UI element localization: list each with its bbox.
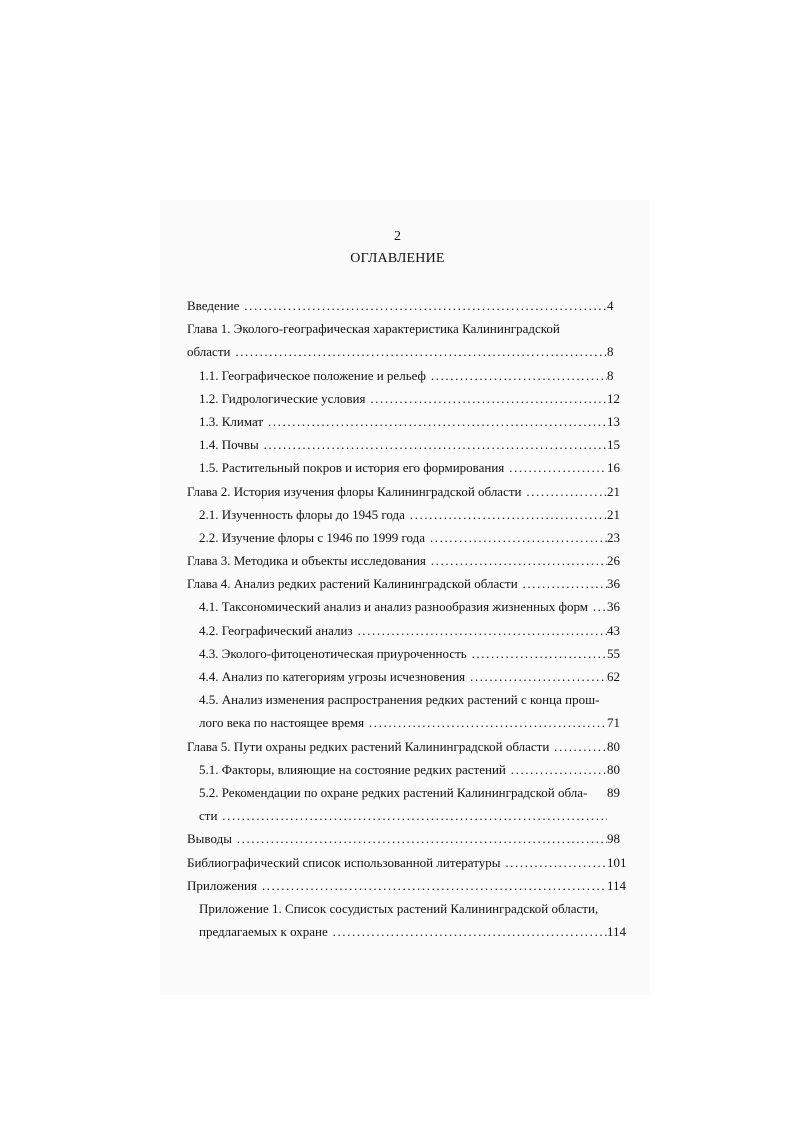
toc-entry-text: Библиографический список использованной литературы ..... bbox=[187, 851, 607, 874]
toc-entry-page: 12 bbox=[607, 390, 620, 406]
toc-entry-page: 36 bbox=[607, 599, 620, 615]
toc-entry-text: лого века по настоящее время ..... bbox=[199, 711, 607, 734]
toc-entry-text: предлагаемых к охране ..... bbox=[199, 920, 607, 943]
toc-entry-1-3[interactable] bbox=[187, 410, 637, 433]
toc-entry-text: Глава 5. Пути охраны редких растений Калининградской области ..... bbox=[187, 735, 607, 758]
toc-entry-5-2[interactable] bbox=[187, 781, 637, 804]
toc-entry-chapter-1-cont[interactable] bbox=[187, 340, 637, 363]
table-of-contents bbox=[187, 294, 637, 943]
toc-entry-page: 62 bbox=[607, 669, 620, 684]
toc-entry-text: 4.1. Таксономический анализ и анализ разнообразия жизненных форм ..... bbox=[199, 595, 607, 618]
toc-entry-4-5-cont[interactable] bbox=[187, 711, 637, 734]
page-title: ОГЛАВЛЕНИЕ bbox=[350, 251, 445, 266]
toc-entry-page: 98 bbox=[607, 831, 620, 847]
toc-entry-page: 21 bbox=[607, 506, 620, 522]
toc-entry-4-4[interactable] bbox=[187, 665, 637, 688]
toc-entry-text: 4.2. Географический анализ ..... bbox=[199, 619, 607, 642]
toc-entry-page: 114 bbox=[607, 924, 627, 940]
toc-entry-text: 4.5. Анализ изменения распространения редких растений с конца прош- bbox=[199, 692, 600, 708]
toc-entry-page: 26 bbox=[607, 553, 620, 569]
toc-entry-introduction[interactable] bbox=[187, 294, 637, 317]
toc-entry-text: области ..... bbox=[187, 340, 607, 363]
toc-entry-5-2-cont[interactable] bbox=[187, 804, 637, 827]
page-number: 2 bbox=[394, 229, 401, 244]
toc-entry-text: Глава 1. Эколого-географическая характеристика Калининградской bbox=[187, 321, 560, 337]
toc-entry-5-1[interactable] bbox=[187, 758, 637, 781]
toc-entry-text: Приложения ..... bbox=[187, 874, 607, 897]
toc-entry-appendices[interactable] bbox=[187, 874, 637, 897]
toc-entry-1-2[interactable] bbox=[187, 387, 637, 410]
toc-entry-text: 4.4. Анализ по категориям угрозы исчезновения ..... bbox=[199, 665, 607, 688]
toc-entry-page: 55 bbox=[607, 645, 620, 661]
toc-entry-bibliography[interactable] bbox=[187, 851, 637, 874]
toc-entry-page: 101 bbox=[607, 854, 627, 870]
toc-entry-conclusions[interactable] bbox=[187, 827, 637, 850]
toc-entry-page: 4 bbox=[607, 298, 614, 313]
toc-entry-page: 80 bbox=[607, 738, 620, 754]
toc-entry-1-1[interactable] bbox=[187, 364, 637, 387]
toc-entry-text: 1.1. Географическое положение и рельеф ..... bbox=[199, 364, 607, 387]
toc-entry-text: Глава 2. История изучения флоры Калининградской области ..... bbox=[187, 480, 607, 503]
toc-entry-appendix-1-cont[interactable] bbox=[187, 920, 637, 943]
toc-entry-page: 89 bbox=[607, 784, 620, 800]
toc-entry-text: Выводы ..... bbox=[187, 827, 607, 850]
toc-entry-4-2[interactable] bbox=[187, 619, 637, 642]
toc-entry-page: 8 bbox=[607, 367, 614, 383]
toc-entry-text: 5.1. Факторы, влияющие на состояние редких растений ..... bbox=[199, 758, 607, 781]
toc-entry-page: 43 bbox=[607, 622, 620, 638]
toc-entry-text: Глава 3. Методика и объекты исследования ..... bbox=[187, 549, 607, 572]
toc-entry-text: сти ..... bbox=[199, 804, 607, 827]
toc-entry-text: 1.2. Гидрологические условия ..... bbox=[199, 387, 607, 410]
toc-entry-page: 80 bbox=[607, 761, 620, 777]
toc-entry-chapter-5[interactable] bbox=[187, 735, 637, 758]
toc-entry-page: 21 bbox=[607, 483, 620, 499]
toc-entry-text: 1.4. Почвы ..... bbox=[199, 433, 607, 456]
toc-entry-page: 13 bbox=[607, 413, 620, 429]
toc-entry-page: 36 bbox=[607, 576, 620, 592]
toc-entry-text: Приложение 1. Список сосудистых растений Калининградской области, bbox=[199, 900, 599, 916]
toc-entry-1-4[interactable] bbox=[187, 433, 637, 456]
toc-entry-text: 2.1. Изученность флоры до 1945 года ..... bbox=[199, 503, 607, 526]
toc-entry-chapter-4[interactable] bbox=[187, 572, 637, 595]
toc-entry-page: 15 bbox=[607, 437, 620, 453]
toc-entry-page: 8 bbox=[607, 344, 614, 360]
toc-entry-page: 114 bbox=[607, 877, 627, 893]
toc-entry-text: 2.2. Изучение флоры с 1946 по 1999 года ..... bbox=[199, 526, 607, 549]
toc-entry-text: 5.2. Рекомендации по охране редких растений Калининградской обла- bbox=[199, 784, 588, 800]
toc-entry-4-3[interactable] bbox=[187, 642, 637, 665]
toc-entry-text: 1.5. Растительный покров и история его формирования ..... bbox=[199, 456, 607, 479]
toc-entry-2-2[interactable] bbox=[187, 526, 637, 549]
toc-entry-page: 16 bbox=[607, 460, 620, 476]
toc-entry-2-1[interactable] bbox=[187, 503, 637, 526]
toc-entry-1-5[interactable] bbox=[187, 456, 637, 479]
toc-entry-4-5[interactable] bbox=[187, 688, 637, 711]
toc-entry-text: 4.3. Эколого-фитоценотическая приуроченность ..... bbox=[199, 642, 607, 665]
toc-entry-chapter-2[interactable] bbox=[187, 480, 637, 503]
toc-entry-text: 1.3. Климат ..... bbox=[199, 410, 607, 433]
toc-entry-4-1[interactable] bbox=[187, 595, 637, 618]
toc-entry-page: 23 bbox=[607, 529, 620, 545]
toc-entry-page: 71 bbox=[607, 715, 620, 731]
toc-entry-text: Глава 4. Анализ редких растений Калининградской области ..... bbox=[187, 572, 607, 595]
toc-entry-chapter-3[interactable] bbox=[187, 549, 637, 572]
toc-entry-chapter-1[interactable] bbox=[187, 317, 637, 340]
toc-entry-appendix-1[interactable] bbox=[187, 897, 637, 920]
toc-entry-text: Введение ..... bbox=[187, 294, 607, 317]
